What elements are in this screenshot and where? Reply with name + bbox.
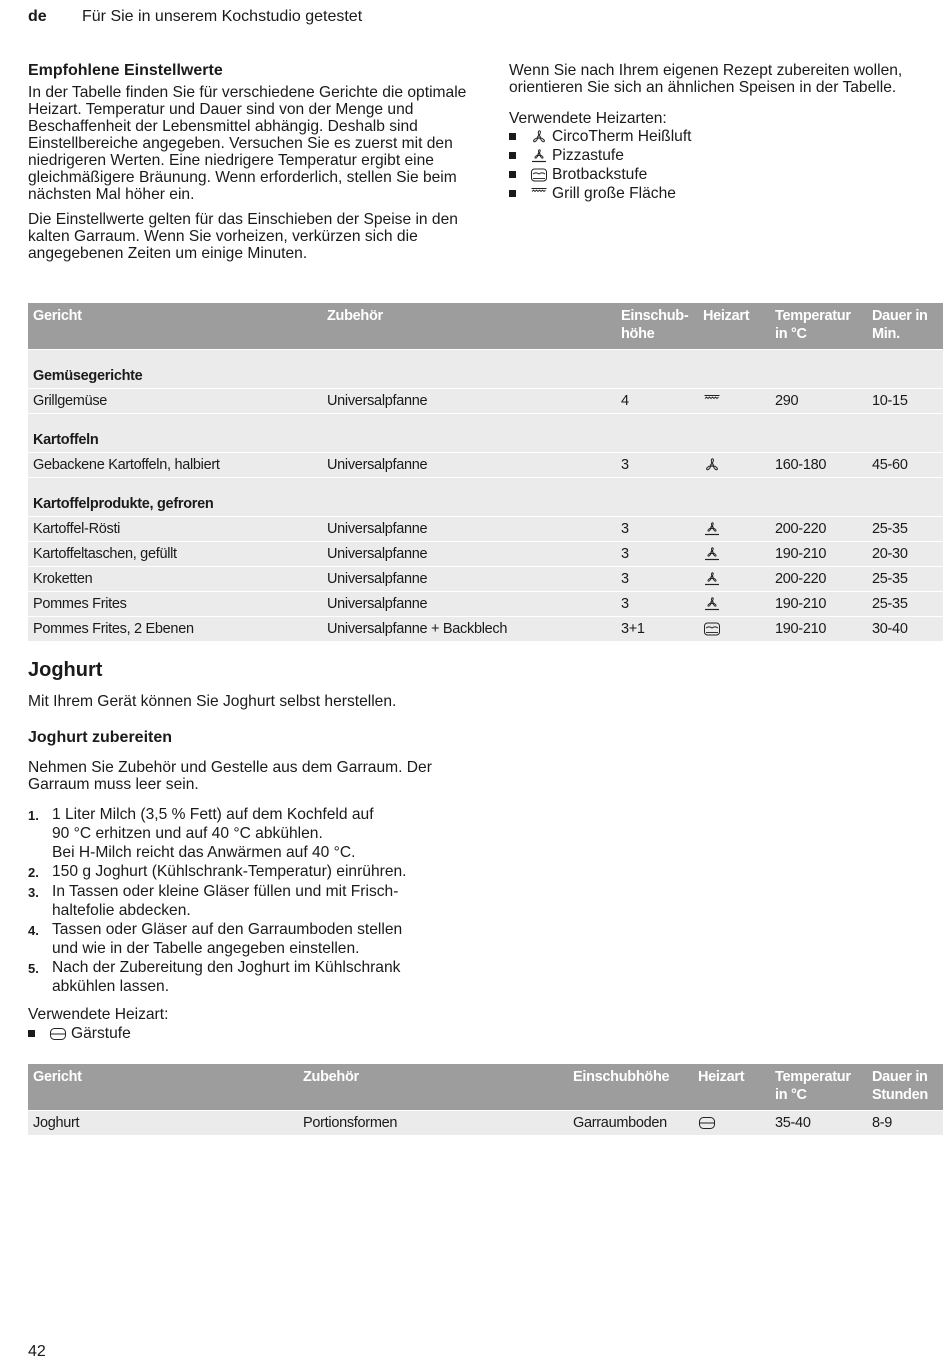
table-row (28, 567, 943, 592)
cell-accessory: Portionsformen (298, 1111, 568, 1136)
step-line: 1 Liter Milch (3,5 % Fett) auf dem Kochfeld auf (52, 806, 374, 823)
cell-level: 3+1 (616, 617, 698, 642)
page-number: 42 (28, 1343, 46, 1360)
step-line: 150 g Joghurt (Kühlschrank-Temperatur) einrühren. (52, 863, 407, 880)
step-line: Nach der Zubereitung den Joghurt im Kühlschrank (52, 959, 401, 976)
cell-heat (693, 1111, 770, 1136)
heat-type-item (509, 165, 929, 184)
cell-dish: Grillgemüse (28, 389, 322, 414)
heat-type-label: CircoTherm Heißluft (552, 128, 692, 145)
heat-type-label: Brotbackstufe (552, 166, 648, 183)
heat-types-label: Verwendete Heizarten: (509, 110, 667, 127)
col-header-heat: Heizart (693, 1064, 770, 1111)
cell-temp: 190-210 (770, 617, 867, 642)
step-text (52, 958, 400, 996)
proofing-icon (698, 1116, 716, 1130)
col-header-time: Dauer in Stunden (867, 1064, 943, 1111)
cell-dish: Kroketten (28, 567, 322, 592)
bullet-square (509, 152, 516, 159)
cell-accessory: Universalpfanne (322, 389, 616, 414)
cell-dish: Joghurt (28, 1111, 298, 1136)
cell-time: 45-60 (867, 453, 943, 478)
cell-level: 3 (616, 453, 698, 478)
step-number: 5. (28, 961, 39, 976)
cell-temp: 160-180 (770, 453, 867, 478)
cell-temp: 35-40 (770, 1111, 867, 1136)
col-header-accessory: Zubehör (298, 1064, 568, 1111)
col-header-level: Einschub- höhe (616, 303, 698, 350)
pizza-icon (703, 572, 721, 586)
cell-time: 10-15 (867, 389, 943, 414)
cell-level: 3 (616, 592, 698, 617)
page-header-title: Für Sie in unserem Kochstudio getestet (82, 8, 363, 25)
pizza-icon (703, 522, 721, 536)
step-line: Tassen oder Gläser auf den Garraumboden stellen (52, 921, 403, 938)
group-title: Gemüsegerichte (28, 350, 943, 389)
cell-time: 25-35 (867, 517, 943, 542)
cell-dish: Gebackene Kartoffeln, halbiert (28, 453, 322, 478)
cell-heat (698, 567, 770, 592)
cell-accessory: Universalpfanne + Backblech (322, 617, 616, 642)
yoghurt-intro: Mit Ihrem Gerät können Sie Joghurt selbst herstellen. (28, 693, 397, 710)
table-group-row (28, 414, 943, 453)
bullet-square (509, 190, 516, 197)
circotherm-icon (530, 130, 548, 144)
cell-level: 3 (616, 567, 698, 592)
col-header-dish: Gericht (28, 303, 322, 350)
cell-time: 20-30 (867, 542, 943, 567)
table-row (28, 617, 943, 642)
cell-time: 25-35 (867, 567, 943, 592)
cell-time: 25-35 (867, 592, 943, 617)
col-header-temp: Temperatur in °C (770, 1064, 867, 1111)
cell-heat (698, 592, 770, 617)
step-item (28, 920, 468, 958)
cell-time: 30-40 (867, 617, 943, 642)
step-line: 90 °C erhitzen und auf 40 °C abkühlen. (52, 825, 323, 842)
cell-dish: Kartoffeltaschen, gefüllt (28, 542, 322, 567)
yoghurt-steps (28, 805, 468, 996)
yoghurt-table (28, 1064, 943, 1135)
table-row (28, 453, 943, 478)
table-group-row (28, 478, 943, 517)
cell-level: 3 (616, 542, 698, 567)
group-title: Kartoffeln (28, 414, 943, 453)
step-line: In Tassen oder kleine Gläser füllen und mit Frisch- (52, 883, 399, 900)
step-item (28, 958, 468, 996)
language-code: de (28, 8, 47, 25)
col-header-dish: Gericht (28, 1064, 298, 1111)
step-text (52, 920, 402, 958)
cell-time: 8-9 (867, 1111, 943, 1136)
step-text (52, 862, 407, 882)
table-header-row (28, 1064, 943, 1111)
bread-icon (530, 168, 548, 182)
heat-type-item (509, 146, 929, 165)
heat-type-label: Gärstufe (71, 1025, 131, 1042)
bullet-square (509, 171, 516, 178)
cell-heat (698, 542, 770, 567)
intro-paragraph-1: In der Tabelle finden Sie für verschiedene Gerichte die optimale Heizart. Temperatur und Dauer sind von der Menge und Beschaffenheit der Lebensmittel abhängig. Deshalb sind Einstellbereiche angegeben. Versuchen Sie es zuerst mit den niedrigeren Werten. Eine niedrigere Temperatur ergibt eine gleichmäßigere Bräunung. Wenn erforderlich, stellen Sie beim nächsten Mal höher ein. (28, 84, 467, 203)
cell-temp: 200-220 (770, 517, 867, 542)
cell-temp: 290 (770, 389, 867, 414)
section-heading: Empfohlene Einstellwerte (28, 62, 223, 79)
col-header-heat: Heizart (698, 303, 770, 350)
recipe-hint-paragraph: Wenn Sie nach Ihrem eigenen Rezept zubereiten wollen, orientieren Sie sich an ähnlichen Speisen in der Tabelle. (509, 62, 903, 96)
table-row (28, 542, 943, 567)
step-line: und wie in der Tabelle angegeben einstellen. (52, 940, 360, 957)
yoghurt-subheading: Joghurt zubereiten (28, 729, 173, 746)
heat-types-list (509, 127, 929, 203)
step-text (52, 882, 398, 920)
yoghurt-heat-label: Verwendete Heizart: (28, 1006, 169, 1023)
cell-temp: 190-210 (770, 542, 867, 567)
grill-icon (530, 187, 548, 201)
cell-accessory: Universalpfanne (322, 592, 616, 617)
cell-accessory: Universalpfanne (322, 542, 616, 567)
circotherm-icon (703, 458, 721, 472)
heat-type-item (509, 127, 929, 146)
yoghurt-heat-list (28, 1024, 131, 1043)
heat-type-item (28, 1024, 131, 1043)
step-item (28, 882, 468, 920)
cell-level: 3 (616, 517, 698, 542)
pizza-icon (703, 547, 721, 561)
cell-accessory: Universalpfanne (322, 453, 616, 478)
col-header-level: Einschubhöhe (568, 1064, 693, 1111)
cell-heat (698, 389, 770, 414)
step-line: haltefolie abdecken. (52, 902, 191, 919)
intro-right-column (509, 62, 929, 203)
table-row (28, 1111, 943, 1136)
col-header-time: Dauer in Min. (867, 303, 943, 350)
cell-accessory: Universalpfanne (322, 567, 616, 592)
proofing-icon (49, 1027, 67, 1041)
col-header-accessory: Zubehör (322, 303, 616, 350)
bullet-square (28, 1030, 35, 1037)
step-line: abkühlen lassen. (52, 978, 170, 995)
step-item (28, 805, 468, 862)
step-text (52, 805, 374, 862)
cell-heat (698, 453, 770, 478)
cell-heat (698, 517, 770, 542)
bullet-square (509, 133, 516, 140)
heat-type-label: Pizzastufe (552, 147, 624, 164)
pizza-icon (703, 597, 721, 611)
cell-temp: 200-220 (770, 567, 867, 592)
table-row (28, 592, 943, 617)
intro-left-column (28, 62, 468, 262)
group-title: Kartoffelprodukte, gefroren (28, 478, 943, 517)
heat-type-item (509, 184, 929, 203)
cell-dish: Pommes Frites (28, 592, 322, 617)
cell-heat (698, 617, 770, 642)
cell-dish: Pommes Frites, 2 Ebenen (28, 617, 322, 642)
cell-accessory: Universalpfanne (322, 517, 616, 542)
cell-level: Garraumboden (568, 1111, 693, 1136)
table-header-row (28, 303, 943, 350)
settings-table (28, 303, 943, 641)
cell-temp: 190-210 (770, 592, 867, 617)
section-title-yoghurt: Joghurt (28, 659, 103, 681)
table-group-row (28, 350, 943, 389)
step-number: 1. (28, 808, 39, 823)
grill-icon (703, 394, 721, 408)
table-row (28, 389, 943, 414)
yoghurt-prep-text: Nehmen Sie Zubehör und Gestelle aus dem Garraum. Der Garraum muss leer sein. (28, 759, 432, 793)
step-number: 3. (28, 885, 39, 900)
bread-icon (703, 622, 721, 636)
cell-dish: Kartoffel-Rösti (28, 517, 322, 542)
heat-type-label: Grill große Fläche (552, 185, 676, 202)
cell-level: 4 (616, 389, 698, 414)
step-item (28, 862, 468, 882)
pizza-icon (530, 149, 548, 163)
step-number: 2. (28, 865, 39, 880)
step-number: 4. (28, 923, 39, 938)
intro-paragraph-2: Die Einstellwerte gelten für das Einschieben der Speise in den kalten Garraum. Wenn Sie vorheizen, verkürzen sich die angegebenen Zeiten um einige Minuten. (28, 211, 458, 262)
step-line: Bei H-Milch reicht das Anwärmen auf 40 °C. (52, 844, 356, 861)
col-header-temp: Temperatur in °C (770, 303, 867, 350)
table-row (28, 517, 943, 542)
